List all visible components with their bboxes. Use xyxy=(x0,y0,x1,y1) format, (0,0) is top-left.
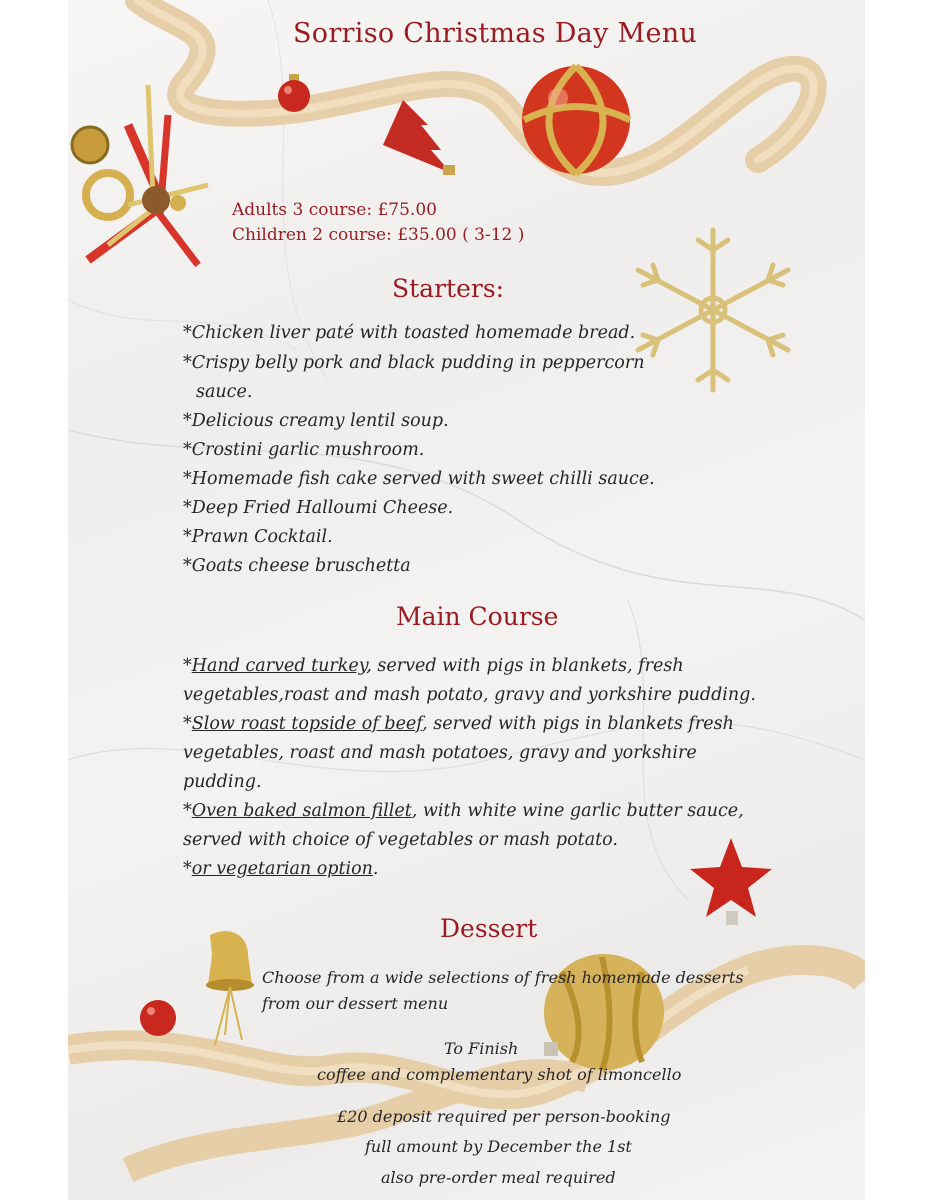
beef-desc: , served with pigs in blankets fresh xyxy=(422,714,734,734)
main-item-salmon: *Oven baked salmon fillet, with white wine garlic butter sauce, xyxy=(183,801,744,821)
menu-title: Sorriso Christmas Day Menu xyxy=(293,18,698,49)
booking-deposit: £20 deposit required per person-booking xyxy=(337,1107,671,1126)
dessert-line: Choose from a wide selections of fresh homemade desserts xyxy=(262,968,744,987)
main-item-beef-cont: pudding. xyxy=(183,772,262,792)
main-item-turkey-cont: vegetables,roast and mash potato, gravy and yorkshire pudding. xyxy=(183,685,756,705)
starter-item: *Deep Fried Halloumi Cheese. xyxy=(183,498,454,518)
starter-item: *Crispy belly pork and black pudding in peppercorn xyxy=(183,353,645,373)
turkey-desc: , served with pigs in blankets, fresh xyxy=(366,656,684,676)
turkey-name: Hand carved turkey xyxy=(191,656,367,676)
starter-item-cont: sauce. xyxy=(196,382,253,402)
main-item-beef: *Slow roast topside of beef, served with pigs in blankets fresh xyxy=(183,714,734,734)
small-red-ornament xyxy=(273,72,323,122)
starter-item: *Goats cheese bruschetta xyxy=(183,556,411,576)
children-price: Children 2 course: £35.00 ( 3-12 ) xyxy=(232,225,525,245)
finish-heading: To Finish xyxy=(444,1039,519,1058)
finish-line: coffee and complementary shot of limoncello xyxy=(317,1065,682,1084)
red-tree-ornament xyxy=(373,95,463,185)
starter-item: *Prawn Cocktail. xyxy=(183,527,333,547)
gold-bow-decoration xyxy=(68,85,228,285)
booking-full-amount: full amount by December the 1st xyxy=(365,1137,632,1156)
booking-preorder: also pre-order meal required xyxy=(381,1168,616,1187)
vegetarian-end: . xyxy=(372,859,379,879)
starter-item: *Delicious creamy lentil soup. xyxy=(183,411,449,431)
vegetarian-name: or vegetarian option xyxy=(191,859,373,879)
main-item-turkey: *Hand carved turkey, served with pigs in blankets, fresh xyxy=(183,656,684,676)
beef-name: Slow roast topside of beef xyxy=(191,714,423,734)
salmon-name: Oven baked salmon fillet xyxy=(191,801,412,821)
menu-page xyxy=(68,0,865,1200)
starter-item: *Crostini garlic mushroom. xyxy=(183,440,425,460)
main-item-salmon-cont: served with choice of vegetables or mash potato. xyxy=(183,830,618,850)
gold-bell-ornament xyxy=(190,925,270,1055)
small-red-ornament-bottom xyxy=(136,990,186,1040)
main-item-vegetarian: *or vegetarian option. xyxy=(183,859,379,879)
red-gold-bauble xyxy=(520,62,640,182)
main-item-beef-cont: vegetables, roast and mash potatoes, gravy and yorkshire xyxy=(183,743,697,763)
red-star-ornament xyxy=(686,833,776,933)
dessert-heading: Dessert xyxy=(440,914,538,943)
starter-item: *Homemade fish cake served with sweet chilli sauce. xyxy=(183,469,655,489)
starter-item: *Chicken liver paté with toasted homemade bread. xyxy=(183,323,636,343)
starters-heading: Starters: xyxy=(392,274,505,303)
dessert-line: from our dessert menu xyxy=(262,994,449,1013)
salmon-desc: , with white wine garlic butter sauce, xyxy=(411,801,744,821)
main-course-heading: Main Course xyxy=(396,602,559,631)
adult-price: Adults 3 course: £75.00 xyxy=(232,200,437,220)
gold-snowflake xyxy=(613,220,813,400)
